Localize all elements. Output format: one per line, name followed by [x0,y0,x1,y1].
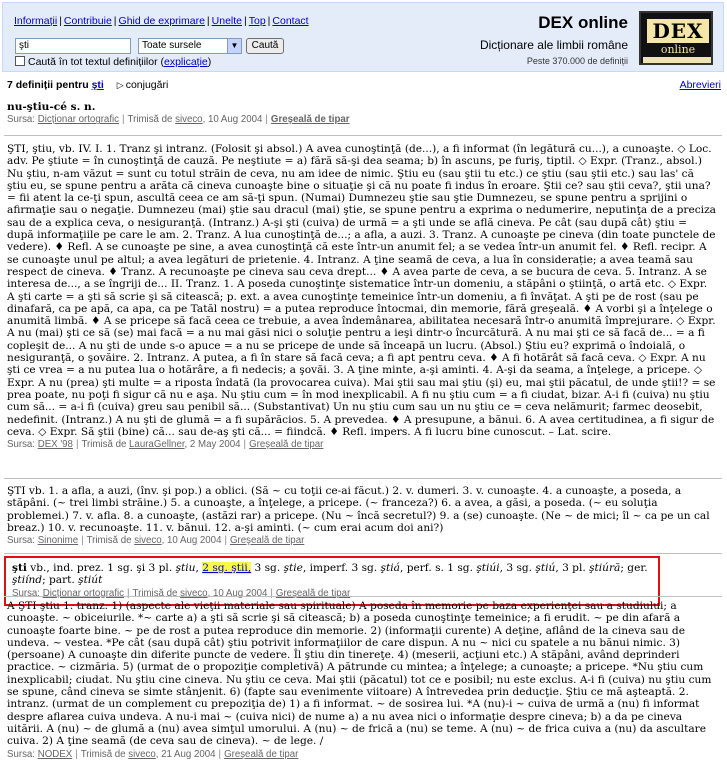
brand-subtitle: Dicționare ale limbii române [479,38,628,52]
results-summary [7,79,168,91]
definition-source-line: Sursa: NODEX | Trimisă de siveco, 21 Aug 2004 | Greşeală de tipar [7,748,299,760]
nav-ghid-de-exprimare[interactable]: Ghid de exprimare [118,15,205,27]
highlighted-form-link[interactable]: 2 sg. ştii, [202,562,252,574]
definition-source-line: Sursa: Dicționar ortografic | Trimisă de siveco, 10 Aug 2004 | Greşeală de tipar [12,587,351,599]
definition-entry [7,600,717,761]
author-link[interactable]: siveco [180,587,208,599]
report-typo-link[interactable]: Greşeală de tipar [249,439,324,451]
source-link[interactable]: NODEX [37,748,73,760]
dex-online-logo[interactable] [635,9,717,67]
definition-text: ŞTI, ştiu, vb. IV. I. 1. Tranz şi intranz. (Folosit şi absol.) A avea cunoştinţă (de...), a fi informat (în legătură cu...), a cunoaşte. ◇ Loc. adv. Pe ştiute = în cunoştinţă de cauză. Pe neştiute = a) fără să-şi dea seama; b) în ascuns, pe furiş, tiptil. ◇ Expr. (Tranz., absol.) Nu ştiu, n-am văzut = sunt cu totul străin de ceva, nu am idee de nimic. Ştiu eu (sau ştii tu etc.) ce ştiu (sau ştii etc.) sau las' că ştiu eu, se spune pentru a arăta că cineva cunoaşte bine o situaţie şi că nu poate fi indus în eroare. Ştii ce? sau ştii ceva?, ştii una? = fii atent la ce-ţi spun, ascultă ceea ce am să-ţi spun. (Numai) Dumnezeu ştie sau ştie Dumnezeu, se spune pentru a sprijini o afirmaţie sau o negaţie. Dumnezeu (mai) ştie sau dracul (mai) ştie, se spune pentru a exprima o nedumerire, neputinţa de a preciza sau de a explica ceva, o nesiguranţă. (Intranz.) A-şi şti (cuiva) de urmă = a şti unde se află cineva. Pe cât (sau după cât) ştiu = după informaţiile pe care le am. 2. Tranz. A lua cunoştinţă de...; a afla, a auzi. 3. Tranz. A cunoaşte pe cineva (din toate punctele de vedere). ♦ Refl. A se cunoaşte pe sine, a avea cunoştinţă că este într-un anumit fel; a se vedea într-un anumit fel. ♦ Refl. recipr. A se cunoaşte unul pe altul; a avea legături de prietenie. 4. Intranz. A ţine seamă de ceva, a lua în considerație; a avea teamă sau respect de cineva. ♦ Tranz. A recunoaşte pe cineva sau ceva drept... ♦ A avea parte de ceva, a se bucura de ceva. 5. Intranz. A se interesa de..., a se îngriji de... II. Tranz. 1. A poseda cunoştinţe sistematice într-un domeniu, a stăpâni o ştiinţă, o artă etc. ◇ Expr. A şti carte = a şti să scrie şi să citească; p. ext. a avea cunoştinţe temeinice într-un domeniu, a fi învăţat. A şti pe de rost (sau pe dinafară, ca pe apă, ca apa, ca pe Tatăl nostru) = a putea reproduce întocmai, din memorie, fără greşeală. ♦ A vorbi şi a înţelege o anumită limbă. ♦ A se pricepe să facă ceea ce trebuie, a avea îndemânarea, abilitatea necesară într-o anumită împrejurare. ◇ Expr. A nu (mai) şti ce să (se) mai facă = a nu mai găsi nici o soluţie pentru a ieşi dintr-o încurcătură. A nu mai şti ce să facă de... = a fi copleşit de... A nu şti de unde s-o apuce = a nu se pricepe de unde să înceapă un lucru. (Absol.) Ştiu eu? exprimă o îndoială, o nesiguranţă, o şovăire. 2. Intranz. A putea, a fi în stare să facă ceva; a fi apt pentru ceva. ♦ A fi hotărât să facă ceva. ◇ Expr. A nu şti ce vrea = a nu putea lua o hotărâre, a fi nedecis; a şovăi. 3. A ţine minte, a-şi aminti. 4. A-şi da seama, a înţelege, a pricepe. ◇ Expr. A nu (prea) şti multe = a riposta îndată (la provocarea cuiva). Mai ştii sau mai ştiu (şi) eu, mai ştii păcatul, de unde ştii!? = se prea poate, nu poţi fi sigur că nu e aşa. Nu ştiu cum = în mod inexplicabil. A fi nu ştiu cum = a fi ciudat, bizar. A-i fi (cuiva) nu ştiu cum să... = a-i fi (cuiva) greu sau penibil să... (Substantivat) Un nu ştiu cum sau un nu ştiu ce = ceva nelămurit; farmec deosebit, nedefinit. (Intranz.) A nu şti de glumă = a fi supărăcios. 5. A prevedea. ♦ A presupune, a bănui. 6. A avea certitudinea, a fi sigur de ceva. ◇ Expr. Să ştii (bine) că... sau de-aş şti că... = fiindcă. ♦ Refl. impers. A fi lucru bine cunoscut. – Lat. scire. [7,143,716,438]
logo-dex-text: DEX [647,19,709,43]
definition-entry [7,485,717,547]
source-link[interactable]: Dicționar ortografic [37,114,120,126]
nav-top[interactable]: Top [248,15,266,27]
nav-contact[interactable]: Contact [272,15,309,27]
source-select[interactable] [138,38,242,54]
author-link[interactable]: LauraGellner [129,439,185,451]
separator [4,135,722,136]
logo-online-text: online [660,43,696,56]
definition-source-line: Sursa: Sinonime | Trimisă de siveco, 10 Aug 2004 | Greşeală de tipar [7,535,305,547]
definition-date: 10 Aug 2004 [207,114,263,126]
brand-title: DEX online [538,13,628,32]
report-typo-link[interactable]: Greşeală de tipar [224,748,299,760]
triangle-right-icon: ▷ [116,80,124,90]
definition-entry [7,101,717,127]
separator [4,478,722,479]
definition-source-line: Sursa: Dicționar ortografic | Trimisă de siveco, 10 Aug 2004 | Greşeală de tipar [7,114,350,126]
nav-informatii[interactable]: Informații [14,15,58,27]
separator [4,553,722,554]
author-link[interactable]: siveco [134,535,162,547]
results-word-link[interactable]: şti [91,79,104,91]
fulltext-checkbox[interactable] [15,56,25,66]
fulltext-label: Caută în tot textul definițiilor [28,56,158,68]
source-select-value: Toate sursele [142,40,202,51]
report-typo-link[interactable]: Greşeală de tipar [275,587,351,599]
nav-unelte[interactable]: Unelte [211,15,242,27]
results-count: 7 definiții pentru [7,79,89,91]
report-typo-link[interactable]: Greşeală de tipar [270,114,350,126]
nav-contribuie[interactable]: Contribuie [63,15,112,27]
highlighted-definition-entry [4,556,660,606]
definition-date: 10 Aug 2004 [167,535,222,547]
search-button[interactable]: Caută [246,38,284,54]
definition-source-line: Sursa: DEX '98 | Trimisă de LauraGellner, 2 May 2004 | Greşeală de tipar [7,439,324,451]
separator [4,596,722,597]
definition-text: şti vb., ind. prez. 1 sg. şi 3 pl. ştiu, 2 sg. ştii, 3 sg. ştie, imperf. 3 sg. ştiá, perf. s. 1 sg. ştiúi, 3 sg. ştiú, 3 pl. ştiúră; ger. ştiínd; part. ştiút [12,562,648,587]
source-link[interactable]: DEX '98 [37,439,73,451]
chevron-down-icon: ▼ [227,39,241,53]
source-link[interactable]: Dicționar ortografic [42,587,125,599]
definition-count: Peste 370.000 de definiții [526,56,628,66]
source-link[interactable]: Sinonime [37,535,79,547]
definition-date: 2 May 2004 [189,439,241,451]
definition-text: ŞTI vb. 1. a afla, a auzi, (înv. şi pop.) a oblici. (Să ~ cu toţii ce-ai făcut.) 2. v. dumeri. 3. v. cunoaşte. 4. a cunoaşte, a poseda, a stăpâni. (~ trei limbi străine.) 5. a cunoaşte, a înţelege, a pricepe. (~ franceza?) 6. a avea, a găsi, a poseda. (~ eu soluţia problemei.) 7. v. afla. 8. a cunoaşte, (astăzi rar) a pricepe. (Nu ~ încă secretul?) 9. a (se) cunoaşte. (Ne ~ de mici; îl ~ ca pe un cal breaz.) 10. v. recunoaşte. 11. v. bănui. 12. a-şi aminti. (~ cum erai acum doi ani?) [7,485,710,534]
definition-text: A ŞTI ştiu 1. tranz. 1) (aspecte ale vieţii materiale sau spirituale) A poseda în memorie pe baza experienţei sau a studiului; a cunoaşte. ~ obiceiurile. *~ carte a) a şti să scrie şi să citească; b) a poseda cunoştinţe temeinice; a fi erudit. ~ pe din afară a cunoaşte foarte bine. ~ pe de rost a putea reproduce din memorie. 2) (informaţii curente) A deţine, aflând de la cineva sau de undeva. ~ vestea. *Pe cât (sau după cât) ştiu potrivit informaţiilor de care dispun. A nu ~ nici cu spatele a nu bănui nimic. 3) (persoane) A cunoaşte din diferite puncte de vedere. Îl ştiu din tinereţe. 4) (meserii, acţiuni etc.) A stăpâni, având deprinderi practice. ~ cizmăria. 5) (urmat de o propoziţie completivă) A pătrunde cu mintea; a înţelege; a cunoaşte; a pricepe. *Nu ştiu cum inexplicabil; ciudat. Nu ştiu cine cineva. Nu ştiu ce ceva. Mai ştii (păcatul) tot ce e posibil; nu este exclus. A-i fi (cuiva) nu ştiu cum se spune, când cineva se simte stânjenit. 6) (fapte sau evenimente viitoare) A întrevedea prin deducţie. Ştiu ce mă aşteaptă. 2. intranz. (urmat de un complement cu prepoziţia de) 1) a fi informat. ~ de sosirea lui. *A (nu)-i ~ cuiva de urmă a (nu) fi informat despre aflarea cuiva undeva. A nu-i mai ~ (cuiva nici) de nume a) a nu avea nici o informaţie despre cineva; b) a da pe cineva uitării. A (nu) ~ de glumă a (nu) avea simţul umorului. A (nu) ~ de frică a (nu) se teme. A (nu) ~ de frica cuiva a (nu) da ascultare cuiva. 2) A ţine seamă (de ceva sau de cineva). ~ de lege. / [7,600,712,748]
fulltext-help-link[interactable]: explicație [164,56,208,68]
fulltext-option: Caută în tot textul definițiilor (explicație) [15,56,211,68]
site-header [2,2,724,72]
search-input[interactable]: şti [15,38,131,54]
definition-date: 10 Aug 2004 [212,587,268,599]
top-navigation: Informații | Contribuie | Ghid de exprimare | Unelte | Top | Contact [14,15,309,27]
author-link[interactable]: siveco [175,114,203,126]
abrevieri-link[interactable]: Abrevieri [679,79,721,91]
author-link[interactable]: siveco [128,748,156,760]
definition-entry [7,143,717,451]
report-typo-link[interactable]: Greşeală de tipar [230,535,305,547]
conjugari-link[interactable]: ▷ conjugări [116,79,169,91]
definition-date: 21 Aug 2004 [161,748,216,760]
definition-text: nu-ştiu-cé s. n. [7,101,96,113]
